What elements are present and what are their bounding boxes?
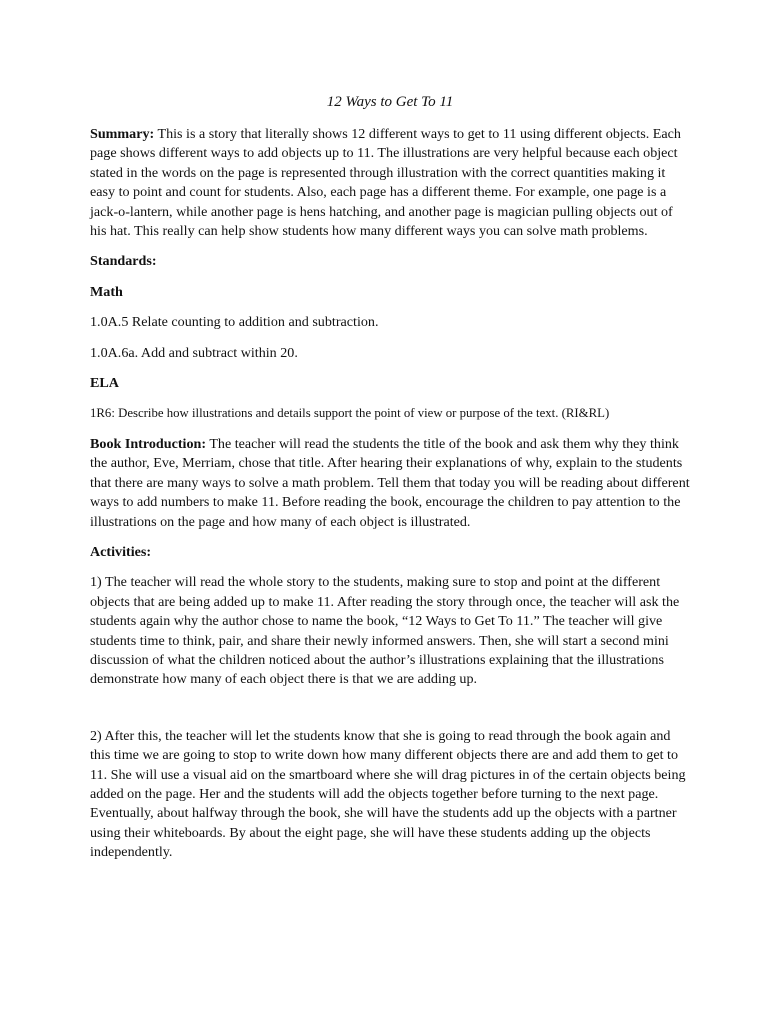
document-title: 12 Ways to Get To 11	[326, 94, 454, 110]
document-page	[90, 93, 690, 863]
standards-heading: Standards:	[90, 253, 157, 270]
activity-item-2: 2) After this, the teacher will let the students know that she is going to read through the book again and this time we are going to stop to write down how many different objects there are and add them to get to 11. She will use a visual aid on the smartboard where she will drag pictures in of the certain objects being added on the page. Her and the students will add the objects together before turning to the next page. Eventually, about halfway through the book, she will have the students add up the objects with a partner using their whiteboards. By about the eight page, she will have these students adding up the objects independently.	[90, 727, 686, 861]
ela-heading: ELA	[90, 375, 119, 392]
summary-label: Summary:	[90, 126, 155, 142]
math-heading: Math	[90, 283, 123, 300]
activities-heading: Activities:	[90, 543, 152, 560]
book-intro-text: The teacher will read the students the title of the book and ask them why they think the author, Eve, Merriam, chose that title. After hearing their explanations of why, explain to the students that there are many ways to solve a math problem. Tell them that today you will be reading about different ways to add numbers to make 11. Before reading the book, encourage the children to pay attention to the illustrations on the page and how many of each object is illustrated.	[90, 435, 690, 530]
activity-item-1: 1) The teacher will read the whole story to the students, making sure to stop and point at the different objects that are being added up to make 11. After reading the story through once, the teacher will ask the students again why the author chose to name the book, “12 Ways to Get To 11.” The teacher will give students time to think, pair, and share their newly informed answers. Then, she will start a second mini discussion of what the children noticed about the author’s illustrations explaining that the illustrations demonstrate how many of each object there is that we are adding up.	[90, 574, 680, 688]
math-standard-1: 1.0A.5 Relate counting to addition and subtraction.	[90, 314, 379, 331]
math-standard-2: 1.0A.6a. Add and subtract within 20.	[90, 344, 298, 361]
summary-paragraph	[90, 125, 690, 241]
book-intro-paragraph	[90, 435, 690, 532]
book-intro-label: Book Introduction:	[90, 435, 207, 452]
summary-text: This is a story that literally shows 12 different ways to get to 11 using different objects. Each page shows different ways to add objects up to 11. The illustrations are very helpful because each object stated in the words on the page is represented through illustration with the correct quantities making it easy to point and count for students. Also, each page has a different theme. For example, one page is a jack-o-lantern, while another page is hens hatching, and another page is magician pulling objects out of his hat. This really can help show students how many different ways you can solve math problems.	[90, 126, 681, 240]
ela-standard: 1R6: Describe how illustrations and details support the point of view or purpose of the text. (RI&RL)	[90, 406, 610, 421]
